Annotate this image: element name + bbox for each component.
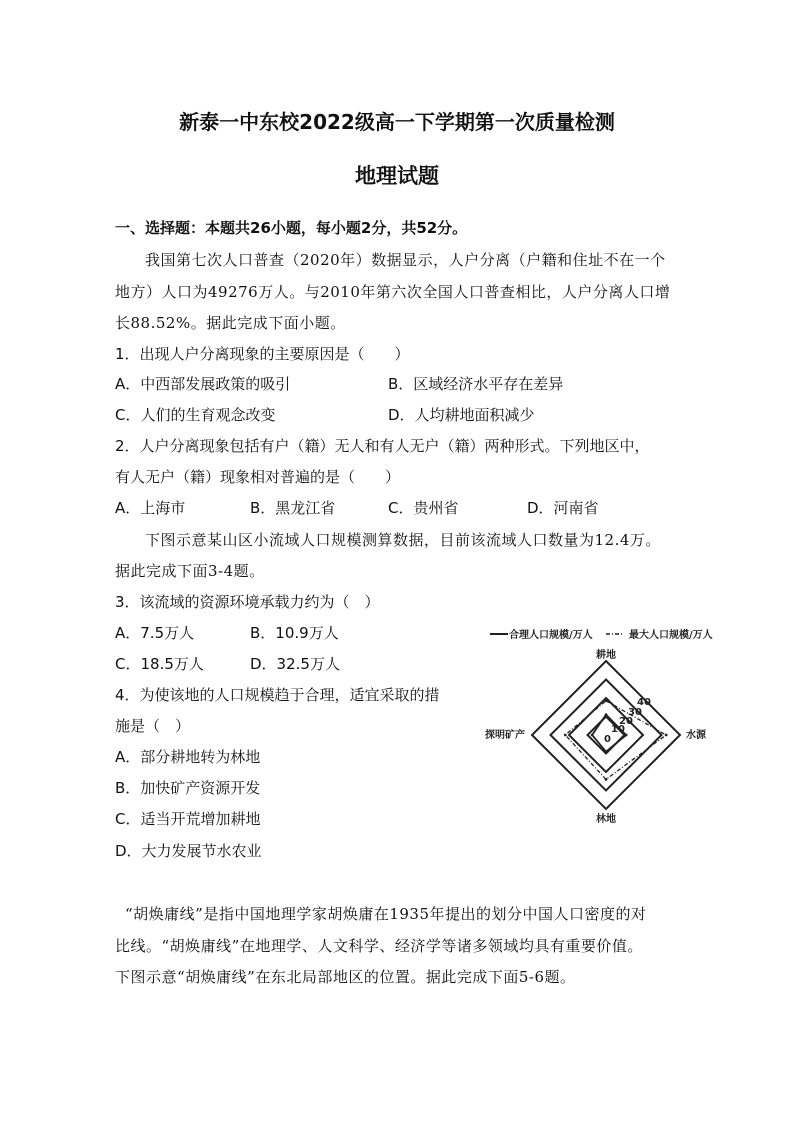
ring-label-30: 30 xyxy=(628,707,642,718)
radar-point-s2-1 xyxy=(605,699,608,702)
question-3-option-d[interactable]: D．32.5万人 xyxy=(250,655,340,673)
question-3-option-a[interactable]: A．7.5万人 xyxy=(115,624,195,642)
radar-point-s1-4 xyxy=(591,734,594,737)
question-2-stem-line-2: 有人无户（籍）现象相对普遍的是（ ） xyxy=(115,468,401,486)
question-1-option-d[interactable]: D．人均耕地面积减少 xyxy=(388,406,535,424)
question-1-stem: 1．出现人户分离现象的主要原因是（ ） xyxy=(115,345,410,363)
ring-label-40: 40 xyxy=(637,697,651,708)
radar-point-s1-3 xyxy=(605,750,608,753)
passage-3-line-2: 比线。“胡焕庸线”在地理学、人文科学、经济学等诸多领域均具有重要价值。 xyxy=(115,937,643,955)
passage-1-line-1: 我国第七次人口普查（2020年）数据显示，人户分离（户籍和住址不在一个 xyxy=(145,251,666,269)
legend-label-reasonable: 合理人口规模/万人 xyxy=(509,630,593,641)
question-3-option-c[interactable]: C．18.5万人 xyxy=(115,655,204,673)
question-2-option-a[interactable]: A．上海市 xyxy=(115,499,186,517)
question-4-option-a[interactable]: A．部分耕地转为林地 xyxy=(115,748,261,766)
question-3-stem: 3．该流域的资源环境承载力约为（ ） xyxy=(115,593,380,611)
passage-1-line-2: 地方）人口为49276万人。与2010年第六次全国人口普查相比，人户分离人口增 xyxy=(115,283,671,301)
ring-label-10: 10 xyxy=(611,724,625,735)
question-2-stem-line-1: 2．人户分离现象包括有户（籍）无人和有人无户（籍）两种形式。下列地区中， xyxy=(115,437,650,455)
question-3-option-b[interactable]: B．10.9万人 xyxy=(250,624,339,642)
question-2-option-c[interactable]: C．贵州省 xyxy=(388,499,459,517)
subject-title: 地理试题 xyxy=(355,164,439,188)
question-4-option-b[interactable]: B．加快矿产资源开发 xyxy=(115,779,261,797)
ring-label-20: 20 xyxy=(619,716,633,727)
radar-point-s1-2 xyxy=(625,734,628,737)
chart-legend xyxy=(490,628,713,641)
page-title: 新泰一中东校2022级高一下学期第一次质量检测 xyxy=(179,110,615,134)
section-heading: 一、选择题：本题共26小题，每小题2分，共52分。 xyxy=(115,219,468,237)
question-2-option-b[interactable]: B．黑龙江省 xyxy=(250,499,336,517)
radar-point-s2-4 xyxy=(564,734,567,737)
axis-label-forest: 林地 xyxy=(596,814,616,825)
radar-chart xyxy=(472,622,742,832)
passage-2-line-1: 下图示意某山区小流域人口规模测算数据，目前该流域人口数量为12.4万。 xyxy=(145,531,661,549)
axis-label-minerals: 探明矿产 xyxy=(485,730,525,741)
radar-series xyxy=(564,699,668,780)
question-4-stem-line-2: 施是（ ） xyxy=(115,717,191,735)
question-1-option-a[interactable]: A．中西部发展政策的吸引 xyxy=(115,375,291,393)
passage-1-line-3: 长88.52%。据此完成下面小题。 xyxy=(115,314,346,332)
question-4-option-d[interactable]: D．大力发展节水农业 xyxy=(115,842,262,860)
axis-label-farmland: 耕地 xyxy=(596,650,616,661)
passage-3-line-1: “胡焕庸线”是指中国地理学家胡焕庸在1935年提出的划分中国人口密度的对 xyxy=(125,905,647,923)
question-4-stem-line-1: 4．为使该地的人口规模趋于合理，适宜采取的措 xyxy=(115,686,440,704)
question-1-option-c[interactable]: C．人们的生育观念改变 xyxy=(115,406,276,424)
question-2-option-d[interactable]: D．河南省 xyxy=(527,499,599,517)
question-1-option-b[interactable]: B．区域经济水平存在差异 xyxy=(388,375,564,393)
radar-point-s2-3 xyxy=(605,778,608,781)
question-4-option-c[interactable]: C．适当开荒增加耕地 xyxy=(115,810,261,828)
ring-label-0: 0 xyxy=(604,734,611,745)
radar-series-2 xyxy=(565,701,666,780)
legend-label-maximum: 最大人口规模/万人 xyxy=(629,630,713,641)
radar-point-s2-2 xyxy=(665,734,668,737)
radar-point-s1-1 xyxy=(605,713,608,716)
passage-2-line-2: 据此完成下面3-4题。 xyxy=(115,562,265,580)
axis-label-water: 水源 xyxy=(686,730,706,741)
passage-3-line-3: 下图示意“胡焕庸线”在东北局部地区的位置。据此完成下面5-6题。 xyxy=(115,968,576,986)
